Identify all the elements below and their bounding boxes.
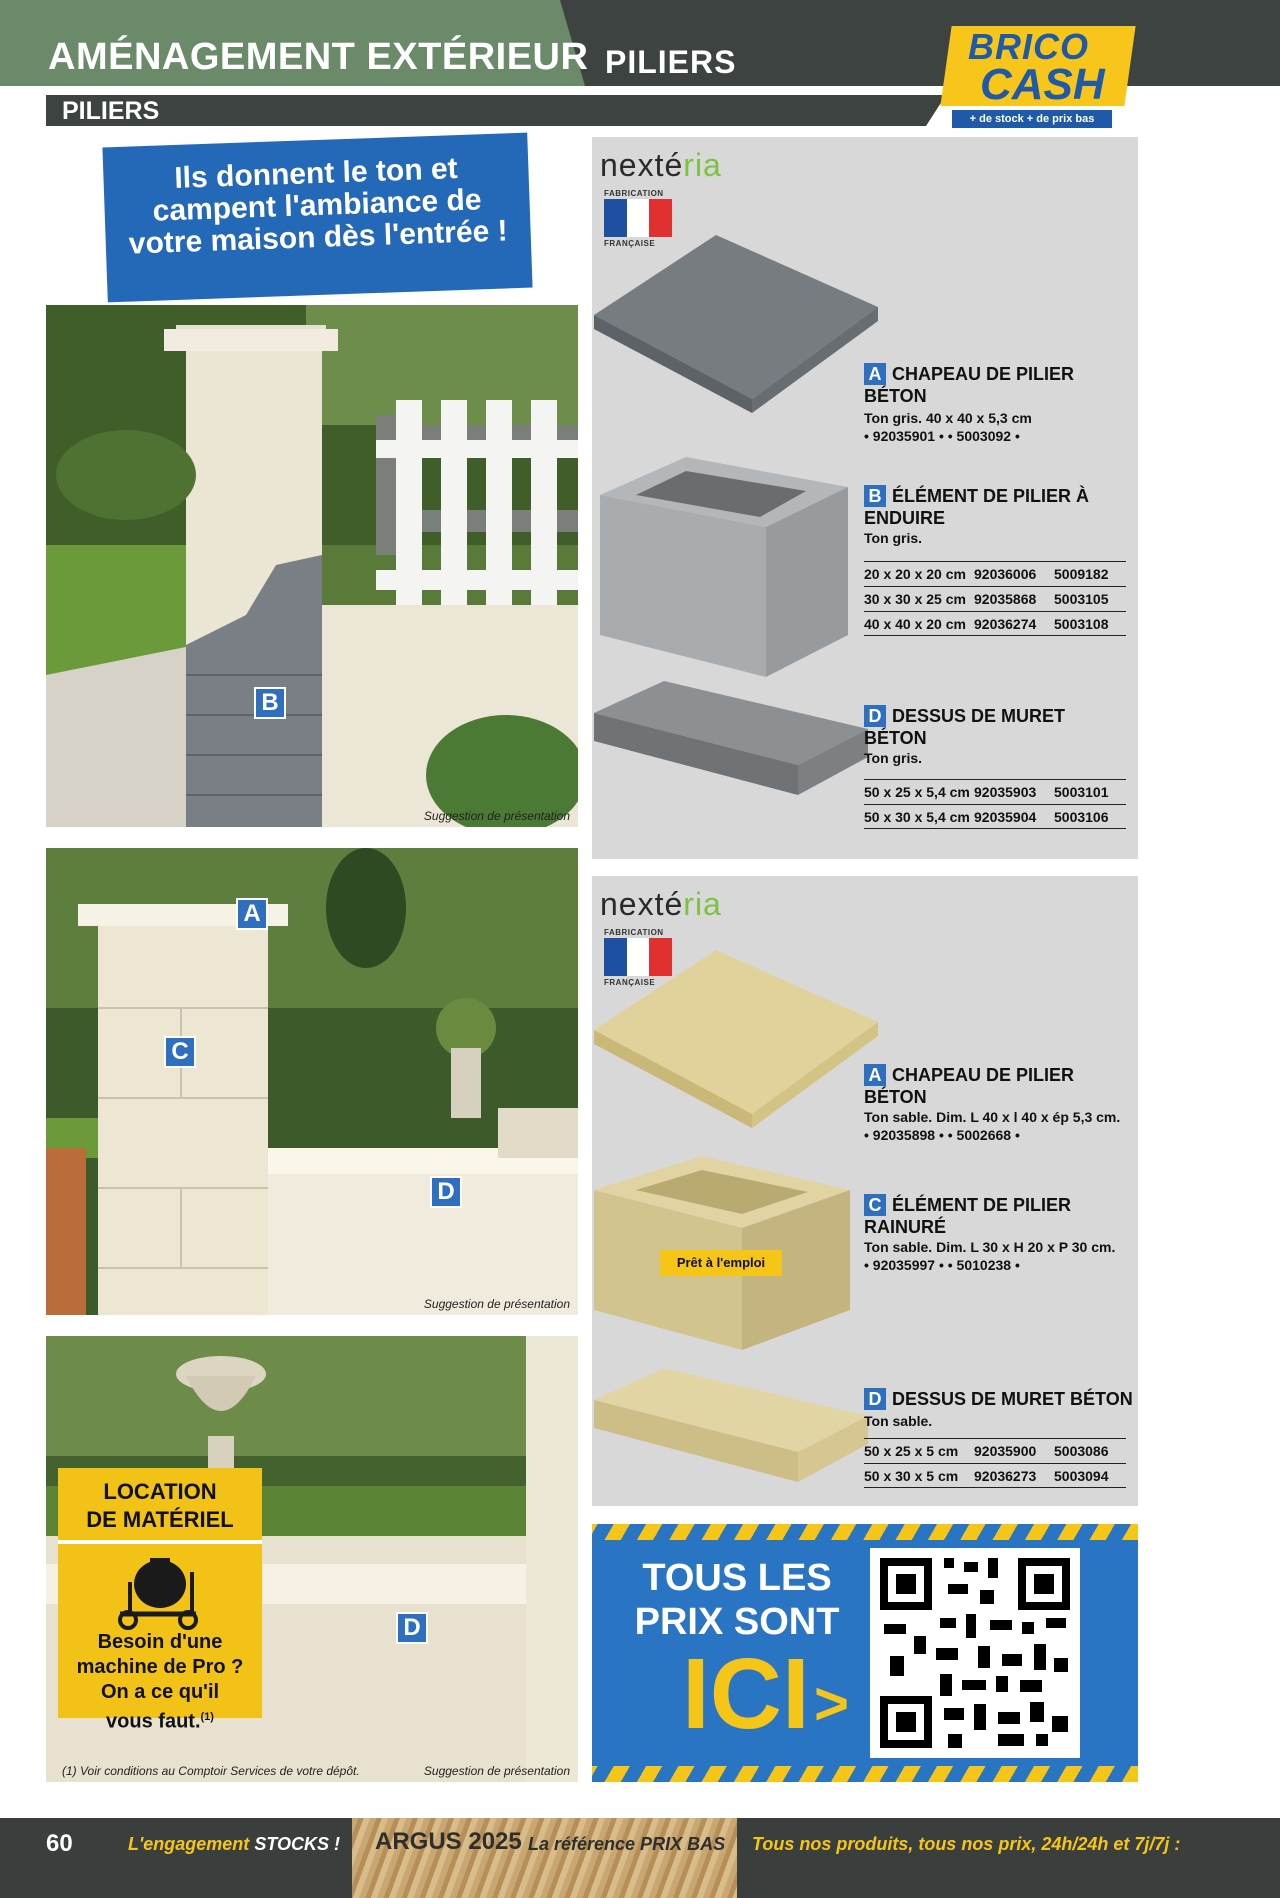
cell-ref: 92035868	[974, 591, 1037, 607]
cell-size: 50 x 30 x 5 cm	[864, 1467, 959, 1484]
badge-d: D	[430, 1176, 462, 1208]
product-b-letter: B	[864, 485, 886, 507]
brand-accent: ria	[683, 147, 722, 183]
product-a-refs: • 92035901 • • 5003092 •	[864, 428, 1020, 444]
cell-ref: 92035903	[974, 784, 1037, 800]
table-row	[864, 1463, 1126, 1488]
rental-body-line4-text: vous faut.	[106, 1710, 201, 1733]
product-image-wall-coping-sand	[592, 1366, 870, 1488]
product-image-cap-sand	[592, 948, 882, 1148]
category-bar	[46, 95, 946, 126]
location-footnote: (1) Voir conditions au Comptoir Services de votre dépôt.	[62, 1764, 360, 1778]
cell-ref: 92035900	[974, 1443, 1037, 1459]
footer-argus: ARGUS 2025	[375, 1828, 522, 1855]
page-number: 60	[46, 1830, 73, 1857]
product-image-cap-grey	[592, 233, 882, 433]
qr-code-icon	[870, 1548, 1080, 1758]
garden-illustration	[46, 848, 578, 1315]
footer-reference: La référence PRIX BAS	[528, 1834, 726, 1854]
tagline-text: Ils donnent le ton et campent l'ambiance de votre maison dès l'entrée !	[128, 152, 509, 261]
footer-engagement-word: STOCKS !	[254, 1834, 341, 1854]
cell-size: 50 x 30 x 5,4 cm	[864, 808, 970, 825]
brand-main: nexté	[600, 147, 684, 183]
logo-tagline: + de stock + de prix bas	[952, 110, 1112, 128]
cement-mixer-icon	[110, 1552, 210, 1630]
rental-note-mark: (1)	[200, 1711, 214, 1723]
table-row	[864, 611, 1126, 636]
logo-brico-text: BRICO	[968, 26, 1089, 67]
equipment-rental-box[interactable]	[58, 1468, 262, 1733]
tagline-box	[102, 133, 532, 303]
photo-caption: Suggestion de présentation	[423, 1764, 570, 1778]
photo-pillar-wall	[46, 848, 578, 1315]
product-c-title-text: ÉLÉMENT DE PILIER RAINURÉ	[864, 1195, 1072, 1237]
subsection-title: PILIERS	[605, 44, 737, 80]
photo-caption: Suggestion de présentation	[423, 1297, 570, 1311]
cell-code: 5003108	[1054, 615, 1109, 632]
rental-title-line1: LOCATION	[103, 1479, 217, 1504]
photo-pillar-fence	[46, 305, 578, 827]
cell-ref: 92035904	[974, 808, 1037, 825]
equipment-rental-text	[64, 1630, 256, 1735]
cell-code: 5003086	[1054, 1443, 1109, 1459]
product-a-title-text: CHAPEAU DE PILIER BÉTON	[864, 1065, 1075, 1107]
product-panel-grey	[592, 137, 1138, 859]
product-c-letter: C	[864, 1194, 886, 1216]
product-d-letter: D	[864, 1388, 886, 1410]
table-row	[864, 561, 1126, 586]
product-a-desc: Ton gris. 40 x 40 x 5,3 cm	[864, 410, 1032, 426]
product-c-title	[864, 1194, 1134, 1238]
french-flag-icon	[604, 199, 672, 237]
cell-code: 5003105	[1054, 591, 1109, 607]
flag-caption-top: FABRICATION	[604, 928, 664, 937]
prices-qr-promo[interactable]	[592, 1524, 1138, 1782]
rental-body-line4	[64, 1705, 256, 1735]
cell-ref: 92036274	[974, 615, 1037, 632]
product-b-desc: Ton gris.	[864, 530, 923, 546]
rental-body-line2: machine de Pro ?	[76, 1656, 244, 1678]
product-b-title	[864, 485, 1104, 529]
brand-logo	[600, 147, 722, 184]
product-image-wall-coping-grey	[592, 679, 870, 801]
product-d-table	[864, 1438, 1126, 1488]
product-image-pillar-block-grey	[596, 455, 852, 681]
product-b-title-text: ÉLÉMENT DE PILIER À ENDUIRE	[864, 486, 1090, 528]
product-a-title-text: CHAPEAU DE PILIER BÉTON	[864, 364, 1075, 406]
product-d-title	[864, 1388, 1134, 1410]
cell-size: 50 x 25 x 5 cm	[864, 1443, 959, 1459]
promo-heading	[592, 1556, 882, 1644]
product-a-desc: Ton sable. Dim. L 40 x l 40 x ép 5,3 cm.	[864, 1109, 1121, 1125]
badge-c: C	[164, 1036, 196, 1068]
cell-size: 40 x 40 x 20 cm	[864, 615, 966, 632]
brand-accent: ria	[683, 886, 722, 922]
promo-line1: TOUS LES	[642, 1557, 832, 1599]
cell-code: 5003106	[1054, 808, 1109, 825]
product-b-table	[864, 561, 1126, 636]
category-label: PILIERS	[62, 97, 160, 125]
product-d-letter: D	[864, 705, 886, 727]
photo-caption: Suggestion de présentation	[423, 809, 570, 823]
garden-illustration	[46, 305, 578, 827]
promo-stripe-bottom	[592, 1766, 1138, 1782]
badge-b: B	[254, 687, 286, 719]
product-a-letter: A	[864, 1064, 886, 1086]
product-panel-sand	[592, 876, 1138, 1506]
footer-engagement	[128, 1834, 340, 1855]
cell-size: 50 x 25 x 5,4 cm	[864, 784, 970, 800]
product-a-refs: • 92035898 • • 5002668 •	[864, 1127, 1020, 1143]
product-d-title-text: DESSUS DE MURET BÉTON	[864, 706, 1066, 748]
table-row	[864, 586, 1126, 611]
table-row	[864, 779, 1126, 804]
product-c-refs: • 92035997 • • 5010238 •	[864, 1257, 1020, 1273]
footer-engagement-prefix: L'engagement	[128, 1834, 250, 1854]
logo-cash-text: CASH	[980, 60, 1105, 109]
product-d-desc: Ton gris.	[864, 750, 923, 766]
brico-cash-logo[interactable]	[946, 22, 1130, 132]
cell-code: 5003094	[1054, 1467, 1109, 1484]
product-a-letter: A	[864, 363, 886, 385]
brand-main: nexté	[600, 886, 684, 922]
table-row	[864, 804, 1126, 829]
promo-ici: ICI	[682, 1638, 810, 1750]
ready-to-use-tag: Prêt à l'emploi	[660, 1250, 782, 1276]
product-d-desc: Ton sable.	[864, 1413, 933, 1429]
badge-a: A	[236, 898, 268, 930]
table-row	[864, 1438, 1126, 1463]
cell-size: 20 x 20 x 20 cm	[864, 566, 966, 582]
product-a-title	[864, 363, 1104, 407]
promo-line2: PRIX SONT	[634, 1601, 840, 1643]
product-d-title-text: DESSUS DE MURET BÉTON	[892, 1389, 1133, 1409]
promo-arrow-icon: >	[814, 1670, 850, 1737]
rental-body-line1: Besoin d'une	[97, 1631, 223, 1653]
flag-caption-bottom: FRANÇAISE	[604, 239, 656, 248]
cell-ref: 92036006	[974, 566, 1037, 582]
product-d-table	[864, 779, 1126, 829]
rental-body-line3: On a ce qu'il	[100, 1681, 220, 1703]
product-c-desc: Ton sable. Dim. L 30 x H 20 x P 30 cm.	[864, 1239, 1116, 1255]
product-d-title	[864, 705, 1104, 749]
product-a-title	[864, 1064, 1134, 1108]
qr-code[interactable]	[870, 1548, 1080, 1758]
badge-d: D	[396, 1612, 428, 1644]
cell-ref: 92036273	[974, 1467, 1037, 1484]
cell-size: 30 x 30 x 25 cm	[864, 591, 966, 607]
cell-code: 5009182	[1054, 566, 1109, 582]
equipment-rental-title	[58, 1468, 262, 1544]
flag-caption-top: FABRICATION	[604, 189, 664, 198]
brand-logo	[600, 886, 722, 923]
flag-caption-bottom: FRANÇAISE	[604, 978, 656, 987]
promo-stripe-top	[592, 1524, 1138, 1540]
section-title: AMÉNAGEMENT EXTÉRIEUR	[48, 36, 589, 78]
footer-all-products: Tous nos produits, tous nos prix, 24h/24h et 7j/7j :	[752, 1834, 1181, 1854]
rental-title-line2: DE MATÉRIEL	[86, 1507, 234, 1532]
cell-code: 5003101	[1054, 784, 1109, 800]
